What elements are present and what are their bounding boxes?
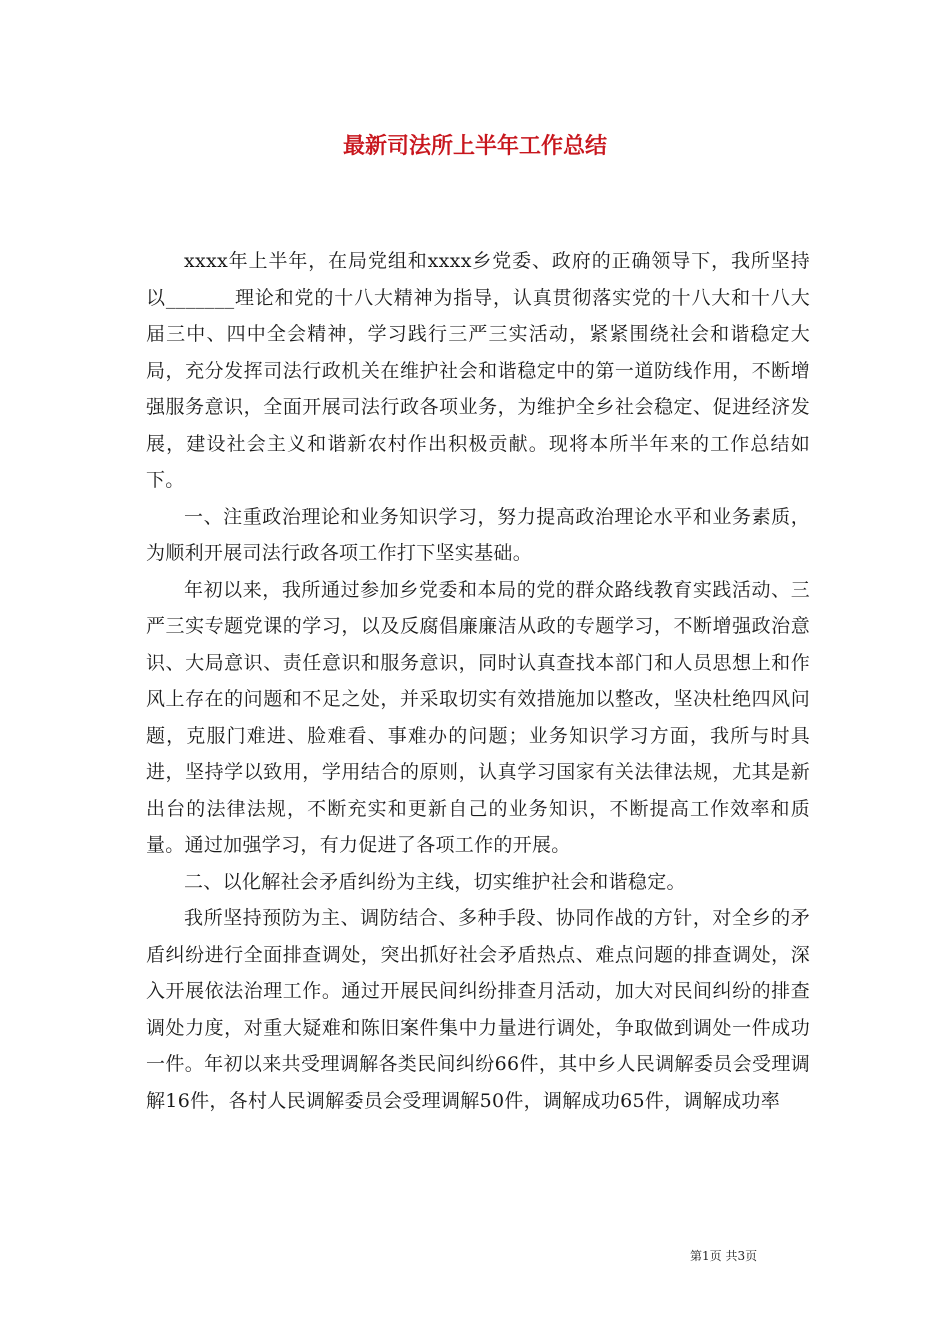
section-heading-1: 一、注重政治理论和业务知识学习，努力提高政治理论水平和业务素质，为顺利开展司法行政各项工作打下坚实基础。	[146, 505, 810, 564]
page-number-footer: 第1页 共3页	[690, 1249, 758, 1263]
paragraph-study: 年初以来，我所通过参加乡党委和本局的党的群众路线教育实践活动、三严三实专题党课的学习，以及反腐倡廉廉洁从政的专题学习，不断增强政治意识、大局意识、责任意识和服务意识，同时认真查找本部门和人员思想上和作风上存在的问题和不足之处，并采取切实有效措施加以整改，坚决杜绝四风问题，克服门难进、脸难看、事难办的问题；业务知识学习方面，我所与时具进，坚持学以致用，学用结合的原则，认真学习国家有关法律法规，尤其是新出台的法律法规，不断充实和更新自己的业务知识，不断提高工作效率和质量。通过加强学习，有力促进了各项工作的开展。	[146, 578, 810, 856]
paragraph-intro: xxxx年上半年，在局党组和xxxx乡党委、政府的正确领导下，我所坚持以_______理论和党的十八大精神为指导，认真贯彻落实党的十八大和十八大届三中、四中全会精神，学习践行三严三实活动，紧紧围绕社会和谐稳定大局，充分发挥司法行政机关在维护社会和谐稳定中的第一道防线作用，不断增强服务意识，全面开展司法行政各项业务，为维护全乡社会稳定、促进经济发展，建设社会主义和谐新农村作出积极贡献。现将本所半年来的工作总结如下。	[146, 250, 810, 491]
section-heading-2: 二、以化解社会矛盾纠纷为主线，切实维护社会和谐稳定。	[184, 870, 686, 893]
document-body	[146, 243, 810, 1119]
document-title: 最新司法所上半年工作总结	[342, 134, 607, 159]
paragraph-mediation: 我所坚持预防为主、调防结合、多种手段、协同作战的方针，对全乡的矛盾纠纷进行全面排查调处，突出抓好社会矛盾热点、难点问题的排查调处，深入开展依法治理工作。通过开展民间纠纷排查月活动，加大对民间纠纷的排查调处力度，对重大疑难和陈旧案件集中力量进行调处，争取做到调处一件成功一件。年初以来共受理调解各类民间纠纷66件，其中乡人民调解委员会受理调解16件，各村人民调解委员会受理调解50件，调解成功65件，调解成功率	[146, 907, 810, 1112]
